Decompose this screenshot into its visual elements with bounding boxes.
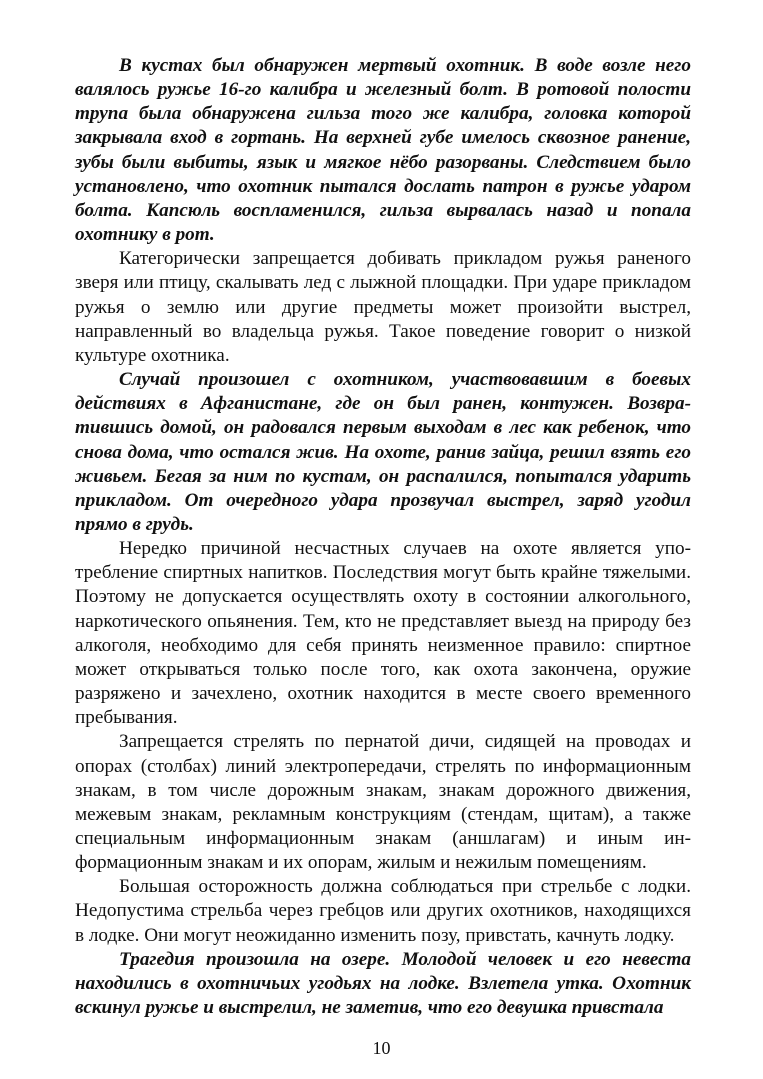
paragraph-power-lines-signs: Запрещается стрелять по пернатой дичи, сидящей на проводах и опорах (столбах) линий электропередачи, стрелять по информационным знакам, в том числе дорожным знакам, знакам дорожного движения, межевым знакам, рекламным конструкциям (стендам, щитам), а также специальным информационным знакам (аншлагам) и иным информационным знакам и их опорам, жилым и нежилым помещениям. — [75, 731, 691, 874]
paragraph-boat-shooting: Большая осторожность должна соблюдаться при стрельбе с лодки. Недопустима стрельба через гребцов или других охотников, находящихся в лодке. Они могут неожиданно изменить позу, привстать, качнуть лодку. — [75, 876, 691, 946]
page-body — [75, 54, 691, 1020]
paragraph-no-rifle-butt: Категорически запрещается добивать прикладом ружья раненого зверя или птицу, скалывать лед с лыжной площадки. При ударе прикладом ружья о землю или другие предметы может произойти выстрел, направленный во владельца ружья. Такое поведение говорит о низкой культуре охотника. — [75, 248, 691, 366]
page-number: 10 — [372, 1038, 391, 1058]
example-paragraph-afghan-veteran: Случай произошел с охотником, участвовавшим в боевых действиях в Афганистане, где он был ранен, контужен. Возвратившись домой, он радовался первым выходам в лес как ребенок, что снова дома, что остался жив. На охоте, ранив зайца, решил взять его живьем. Бегая за ним по кустам, он распалился, попытался ударить прикладом. От очередного удара прозвучал выстрел, заряд угодил прямо в грудь. — [75, 369, 691, 535]
example-paragraph-lake-tragedy: Трагедия произошла на озере. Молодой человек и его невеста находились в охотничьих угодьях на лодке. Взлетела утка. Охотник вскинул ружье и выстрелил, не заметив, что его девушка привстала — [75, 948, 691, 1019]
paragraph-alcohol: Нередко причиной несчастных случаев на охоте является употребление спиртных напитков. Последствия могут быть крайне тяжелыми. Поэтому не допускается осуществлять охоту в состоянии алкогольного, наркотического опьянения. Тем, кто не представляет выезд на природу без алкоголя, необходимо для себя принять неизменное правило: спиртное может открываться только после того, как охота закончена, оружие разряжено и зачехлено, охотник находится в месте своего временного пребывания. — [75, 538, 691, 729]
example-paragraph-dead-hunter: В кустах был обнаружен мертвый охотник. В воде возле него валялось ружье 16-го калибра и железный болт. В ротовой полости трупа была обнаружена гильза того же калибра, головка которой закрывала вход в гортань. На верхней губе имелось сквозное ранение, зубы были выбиты, язык и мягкое нёбо разорваны. Следствием было установлено, что охотник пытался дослать патрон в ружье ударом болта. Капсюль воспламенился, гильза вырвалась назад и попала охотнику в рот. — [75, 55, 691, 246]
